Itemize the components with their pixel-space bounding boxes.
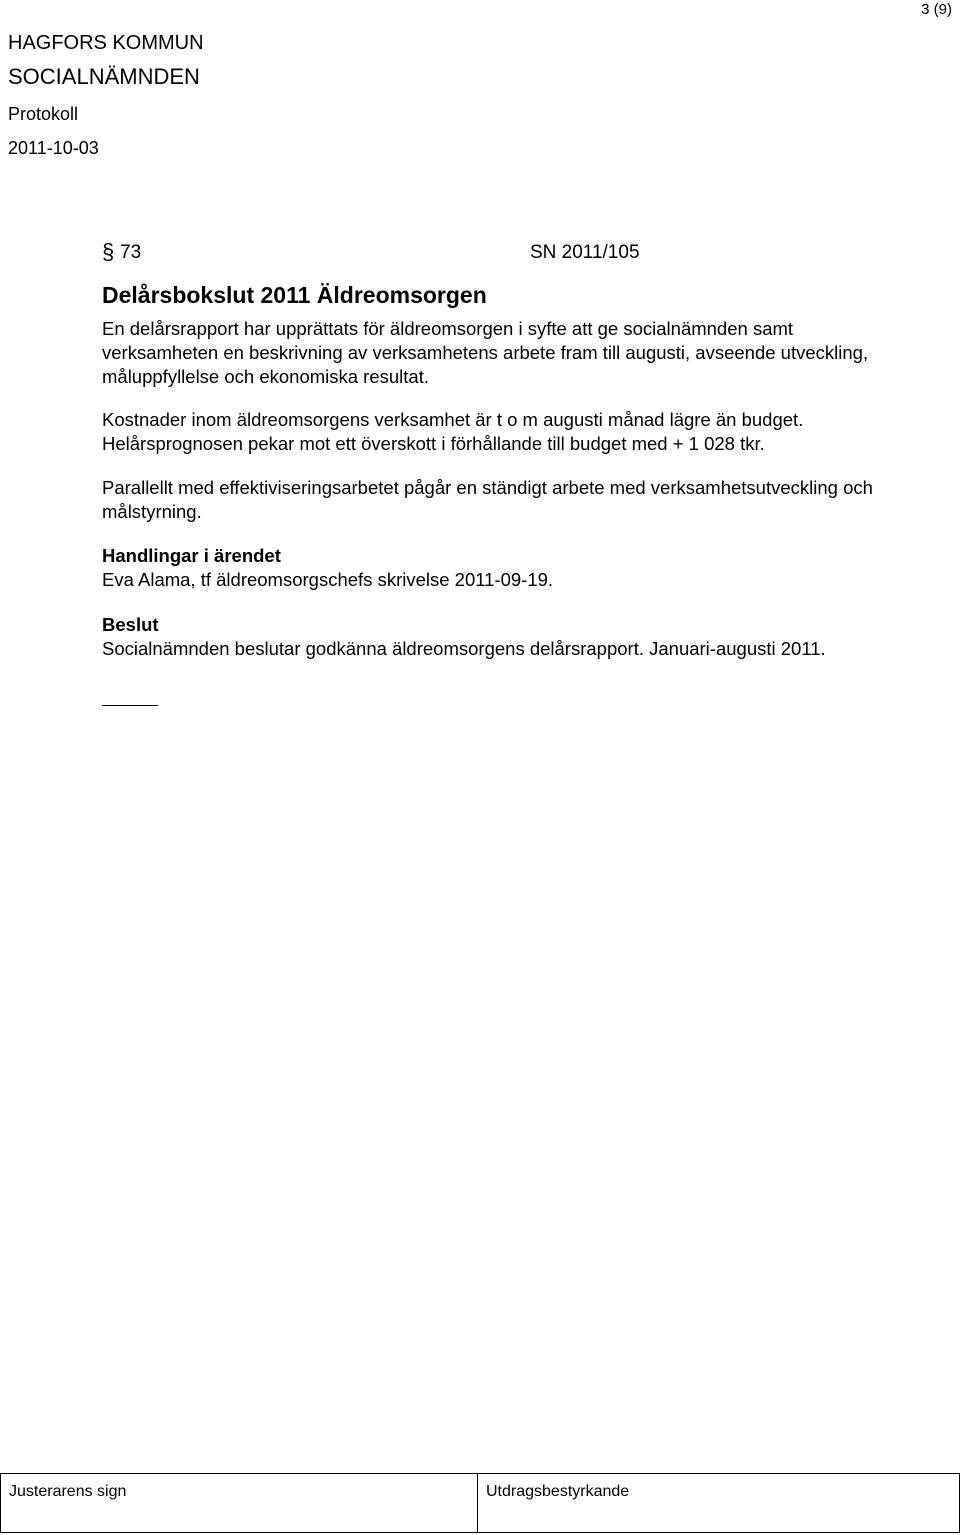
decision-heading: Beslut xyxy=(102,614,159,635)
adjuster-signature-label: Justerarens sign xyxy=(9,1483,127,1500)
section-number: 73 xyxy=(120,242,142,263)
section-title: Delårsbokslut 2011 Äldreomsorgen xyxy=(102,282,487,308)
adjuster-signature-cell xyxy=(0,1474,478,1532)
documents-heading: Handlingar i ärendet xyxy=(102,545,281,566)
paragraph-development xyxy=(102,476,942,524)
document-type: Protokoll xyxy=(8,104,79,124)
meeting-date: 2011-10-03 xyxy=(8,138,99,158)
committee-name: SOCIALNÄMNDEN xyxy=(8,64,200,89)
paragraph-costs xyxy=(102,408,942,456)
paragraph-intro xyxy=(102,317,942,389)
decision-text: Socialnämnden beslutar godkänna äldreomsorgens delårsrapport. Januari-augusti 2011. xyxy=(102,638,826,659)
page-number: 3 (9) xyxy=(921,1,952,18)
paragraph-line: målstyrning. xyxy=(102,501,202,522)
paragraph-line: En delårsrapport har upprättats för äldreomsorgen i syfte att ge socialnämnden samt xyxy=(102,318,794,339)
paragraph-line: Parallellt med effektiviseringsarbetet pågår en ständigt arbete med verksamhetsutveckling och xyxy=(102,477,873,498)
signature-footer xyxy=(0,1473,960,1533)
section-symbol: § xyxy=(102,239,115,264)
decision-section xyxy=(102,613,942,661)
paragraph-line: Kostnader inom äldreomsorgens verksamhet är t o m augusti månad lägre än budget. xyxy=(102,409,804,430)
documents-section xyxy=(102,544,942,592)
documents-text: Eva Alama, tf äldreomsorgschefs skrivelse 2011-09-19. xyxy=(102,569,554,590)
certification-cell xyxy=(478,1474,960,1532)
paragraph-line: verksamheten en beskrivning av verksamhetens arbete fram till augusti, avseende utveckling, xyxy=(102,342,869,363)
case-number: SN 2011/105 xyxy=(530,242,640,263)
paragraph-line: Helårsprognosen pekar mot ett överskott i förhållande till budget med + 1 028 tkr. xyxy=(102,433,765,454)
section-end-divider xyxy=(102,705,158,706)
paragraph-line: måluppfyllelse och ekonomiska resultat. xyxy=(102,366,429,387)
municipality-name: HAGFORS KOMMUN xyxy=(8,32,204,54)
certification-label: Utdragsbestyrkande xyxy=(486,1483,630,1500)
